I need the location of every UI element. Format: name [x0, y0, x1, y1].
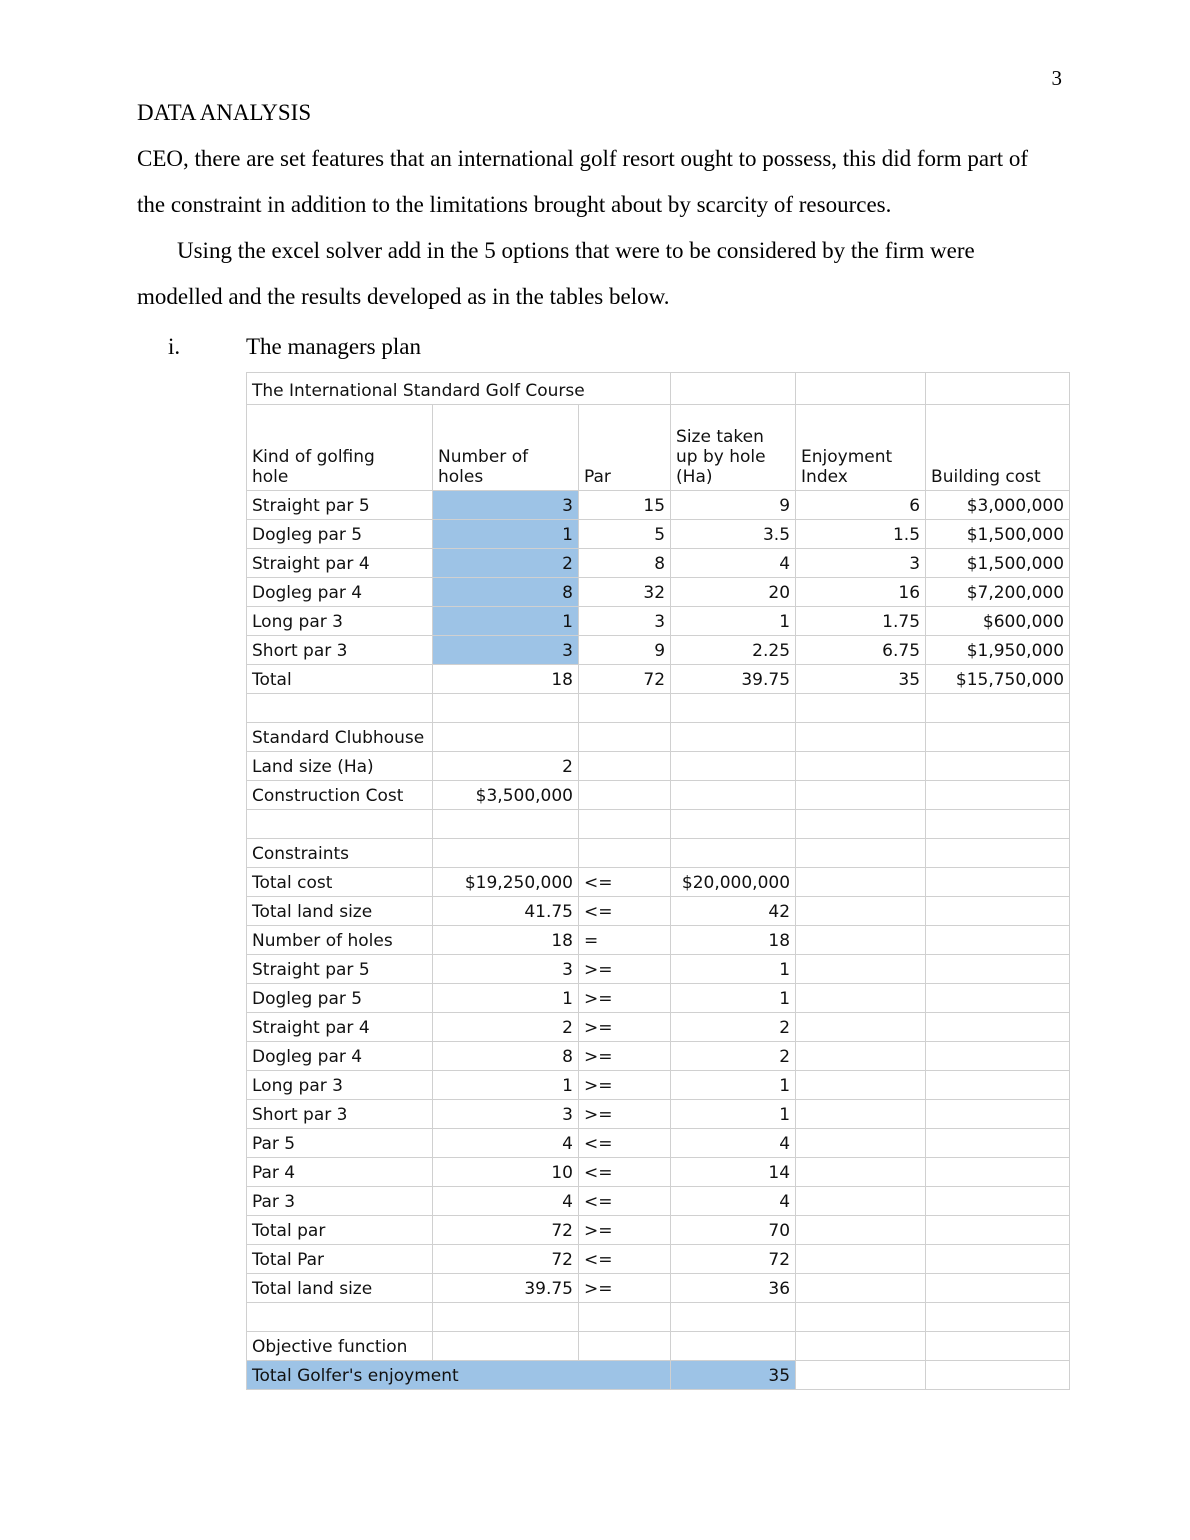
- hole-par-cell: 72: [579, 665, 671, 694]
- hole-count-cell: 8: [433, 578, 579, 607]
- constraint-rhs-cell: $20,000,000: [671, 868, 796, 897]
- objective-title-blank-2: [579, 1332, 671, 1361]
- sheet-title-blank-1: [671, 373, 796, 405]
- header-kind-of-hole: [247, 405, 433, 491]
- hole-kind-cell: Straight par 4: [247, 549, 433, 578]
- constraint-label-cell: Long par 3: [247, 1071, 433, 1100]
- table-row: [247, 955, 1070, 984]
- constraint-rhs-cell: 70: [671, 1216, 796, 1245]
- constraint-operator-cell: <=: [579, 897, 671, 926]
- constraint-blank-1: [796, 897, 926, 926]
- golf-course-sheet: [246, 372, 1070, 1390]
- hole-count-cell: 3: [433, 491, 579, 520]
- spacer-row-3-cell-2: [433, 1303, 579, 1332]
- table-row: [247, 1274, 1070, 1303]
- constraints-title-row: [247, 839, 1070, 868]
- constraint-blank-1: [796, 984, 926, 1013]
- list-item-managers-plan: [168, 332, 1048, 362]
- hole-count-cell: 3: [433, 636, 579, 665]
- header-enjoyment-line2: Index: [801, 467, 848, 487]
- paragraph-2-line-1: Using the excel solver add in the 5 options that were to be considered by the firm were: [177, 238, 975, 263]
- constraint-blank-2: [926, 1071, 1070, 1100]
- constraint-operator-cell: >=: [579, 1100, 671, 1129]
- constraint-blank-2: [926, 1100, 1070, 1129]
- hole-cost-cell: $1,500,000: [926, 520, 1070, 549]
- constraint-blank-1: [796, 1216, 926, 1245]
- constraint-label-cell: Total land size: [247, 1274, 433, 1303]
- constraint-operator-cell: >=: [579, 1071, 671, 1100]
- header-size-line3: (Ha): [676, 467, 713, 487]
- constraint-blank-1: [796, 1042, 926, 1071]
- constraint-blank-2: [926, 1216, 1070, 1245]
- constraint-blank-2: [926, 955, 1070, 984]
- clubhouse-title-blank-5: [926, 723, 1070, 752]
- spacer-row-1-cell-5: [796, 694, 926, 723]
- hole-cost-cell: $1,950,000: [926, 636, 1070, 665]
- constraint-label-cell: Short par 3: [247, 1100, 433, 1129]
- hole-par-cell: 3: [579, 607, 671, 636]
- constraints-title: Constraints: [247, 839, 433, 868]
- clubhouse-blank-3: [796, 752, 926, 781]
- objective-title: Objective function: [247, 1332, 433, 1361]
- clubhouse-title-row: [247, 723, 1070, 752]
- clubhouse-blank-2: [671, 752, 796, 781]
- objective-title-blank-1: [433, 1332, 579, 1361]
- table-row: [247, 1100, 1070, 1129]
- constraint-operator-cell: <=: [579, 1158, 671, 1187]
- constraint-operator-cell: <=: [579, 1245, 671, 1274]
- constraint-label-cell: Number of holes: [247, 926, 433, 955]
- hole-count-cell: 18: [433, 665, 579, 694]
- constraint-blank-1: [796, 1187, 926, 1216]
- clubhouse-title-blank-2: [579, 723, 671, 752]
- constraints-title-blank-1: [433, 839, 579, 868]
- constraint-lhs-cell: $19,250,000: [433, 868, 579, 897]
- spacer-row-2: [247, 810, 1070, 839]
- spacer-row-1-cell-2: [433, 694, 579, 723]
- hole-count-cell: 1: [433, 607, 579, 636]
- hole-enjoyment-cell: 1.5: [796, 520, 926, 549]
- constraint-rhs-cell: 42: [671, 897, 796, 926]
- clubhouse-label-cell: Construction Cost: [247, 781, 433, 810]
- table-row: [247, 491, 1070, 520]
- clubhouse-blank-1: [579, 752, 671, 781]
- constraint-operator-cell: <=: [579, 868, 671, 897]
- hole-par-cell: 15: [579, 491, 671, 520]
- constraint-operator-cell: >=: [579, 1274, 671, 1303]
- hole-cost-cell: $15,750,000: [926, 665, 1070, 694]
- spacer-row-2-cell-4: [671, 810, 796, 839]
- constraint-rhs-cell: 2: [671, 1013, 796, 1042]
- sheet-title: The International Standard Golf Course: [247, 373, 671, 405]
- header-par: Par: [579, 405, 671, 491]
- hole-size-cell: 3.5: [671, 520, 796, 549]
- spacer-row-3-cell-3: [579, 1303, 671, 1332]
- constraint-rhs-cell: 1: [671, 1100, 796, 1129]
- table-row: [247, 1071, 1070, 1100]
- objective-title-blank-4: [796, 1332, 926, 1361]
- spacer-row-2-cell-2: [433, 810, 579, 839]
- header-building-cost: Building cost: [926, 405, 1070, 491]
- constraint-blank-1: [796, 1274, 926, 1303]
- spacer-row-2-cell-6: [926, 810, 1070, 839]
- constraint-lhs-cell: 10: [433, 1158, 579, 1187]
- clubhouse-blank-1: [579, 781, 671, 810]
- constraint-blank-1: [796, 1245, 926, 1274]
- constraint-lhs-cell: 1: [433, 1071, 579, 1100]
- constraint-operator-cell: >=: [579, 1013, 671, 1042]
- constraint-rhs-cell: 1: [671, 955, 796, 984]
- table-row: [247, 984, 1070, 1013]
- spacer-row-2-cell-3: [579, 810, 671, 839]
- constraint-blank-2: [926, 1187, 1070, 1216]
- spacer-row-2-cell-1: [247, 810, 433, 839]
- spacer-row-3-cell-4: [671, 1303, 796, 1332]
- document-body: [137, 90, 1049, 320]
- constraint-lhs-cell: 72: [433, 1245, 579, 1274]
- header-enjoyment-index: [796, 405, 926, 491]
- hole-cost-cell: $3,000,000: [926, 491, 1070, 520]
- constraint-rhs-cell: 14: [671, 1158, 796, 1187]
- table-row: [247, 1129, 1070, 1158]
- constraint-blank-1: [796, 1158, 926, 1187]
- constraint-label-cell: Straight par 4: [247, 1013, 433, 1042]
- header-size-line1: Size taken: [676, 427, 764, 447]
- constraint-lhs-cell: 8: [433, 1042, 579, 1071]
- constraint-lhs-cell: 3: [433, 1100, 579, 1129]
- constraints-title-blank-5: [926, 839, 1070, 868]
- spacer-row-1-cell-1: [247, 694, 433, 723]
- constraint-blank-2: [926, 1013, 1070, 1042]
- constraint-blank-2: [926, 1274, 1070, 1303]
- constraint-label-cell: Dogleg par 4: [247, 1042, 433, 1071]
- table-row: [247, 1216, 1070, 1245]
- table-row: [247, 665, 1070, 694]
- header-enjoyment-line1: Enjoyment: [801, 447, 893, 467]
- objective-value: 35: [671, 1361, 796, 1390]
- constraint-blank-1: [796, 1100, 926, 1129]
- hole-size-cell: 9: [671, 491, 796, 520]
- constraint-label-cell: Straight par 5: [247, 955, 433, 984]
- objective-title-row: [247, 1332, 1070, 1361]
- hole-cost-cell: $1,500,000: [926, 549, 1070, 578]
- constraint-blank-2: [926, 868, 1070, 897]
- constraint-lhs-cell: 39.75: [433, 1274, 579, 1303]
- spacer-row-3-cell-1: [247, 1303, 433, 1332]
- constraints-title-blank-3: [671, 839, 796, 868]
- header-kind-line2: hole: [252, 467, 289, 487]
- spreadsheet-table: [246, 372, 1069, 1390]
- hole-count-cell: 1: [433, 520, 579, 549]
- constraints-title-blank-4: [796, 839, 926, 868]
- hole-enjoyment-cell: 3: [796, 549, 926, 578]
- constraint-blank-2: [926, 1245, 1070, 1274]
- constraint-blank-1: [796, 955, 926, 984]
- clubhouse-blank-4: [926, 752, 1070, 781]
- hole-size-cell: 4: [671, 549, 796, 578]
- constraint-lhs-cell: 41.75: [433, 897, 579, 926]
- constraint-label-cell: Dogleg par 5: [247, 984, 433, 1013]
- objective-label: Total Golfer's enjoyment: [247, 1361, 671, 1390]
- constraint-lhs-cell: 2: [433, 1013, 579, 1042]
- hole-enjoyment-cell: 1.75: [796, 607, 926, 636]
- table-row: [247, 1158, 1070, 1187]
- constraint-lhs-cell: 1: [433, 984, 579, 1013]
- constraint-label-cell: Par 3: [247, 1187, 433, 1216]
- objective-title-blank-5: [926, 1332, 1070, 1361]
- constraint-operator-cell: =: [579, 926, 671, 955]
- table-row: [247, 1245, 1070, 1274]
- constraint-label-cell: Total Par: [247, 1245, 433, 1274]
- hole-size-cell: 1: [671, 607, 796, 636]
- objective-value-row: [247, 1361, 1070, 1390]
- clubhouse-blank-3: [796, 781, 926, 810]
- constraint-blank-2: [926, 926, 1070, 955]
- hole-kind-cell: Dogleg par 5: [247, 520, 433, 549]
- hole-size-cell: 39.75: [671, 665, 796, 694]
- spacer-row-1: [247, 694, 1070, 723]
- table-row: [247, 1042, 1070, 1071]
- list-item-label: The managers plan: [246, 334, 421, 359]
- constraint-blank-2: [926, 1042, 1070, 1071]
- constraint-operator-cell: <=: [579, 1187, 671, 1216]
- constraints-title-blank-2: [579, 839, 671, 868]
- constraint-blank-2: [926, 1129, 1070, 1158]
- spacer-row-2-cell-5: [796, 810, 926, 839]
- spacer-row-3: [247, 1303, 1070, 1332]
- table-row: [247, 868, 1070, 897]
- table-row: [247, 926, 1070, 955]
- clubhouse-blank-2: [671, 781, 796, 810]
- table-row: [247, 636, 1070, 665]
- sheet-title-blank-3: [926, 373, 1070, 405]
- constraint-rhs-cell: 72: [671, 1245, 796, 1274]
- constraint-lhs-cell: 4: [433, 1129, 579, 1158]
- constraint-blank-1: [796, 1013, 926, 1042]
- list-numeral: i.: [168, 334, 181, 359]
- table-row: [247, 607, 1070, 636]
- constraint-blank-2: [926, 897, 1070, 926]
- hole-cost-cell: $600,000: [926, 607, 1070, 636]
- hole-kind-cell: Short par 3: [247, 636, 433, 665]
- header-number-line2: holes: [438, 467, 484, 487]
- header-number-line1: Number of: [438, 447, 529, 467]
- page-number: 3: [1051, 66, 1062, 90]
- hole-par-cell: 32: [579, 578, 671, 607]
- constraint-label-cell: Total par: [247, 1216, 433, 1245]
- constraint-blank-2: [926, 1158, 1070, 1187]
- hole-size-cell: 20: [671, 578, 796, 607]
- constraint-label-cell: Total cost: [247, 868, 433, 897]
- constraint-rhs-cell: 4: [671, 1187, 796, 1216]
- constraint-operator-cell: >=: [579, 984, 671, 1013]
- hole-par-cell: 9: [579, 636, 671, 665]
- table-row: [247, 897, 1070, 926]
- constraint-blank-1: [796, 1071, 926, 1100]
- hole-enjoyment-cell: 6.75: [796, 636, 926, 665]
- table-row: [247, 520, 1070, 549]
- clubhouse-label-cell: Land size (Ha): [247, 752, 433, 781]
- constraint-lhs-cell: 18: [433, 926, 579, 955]
- clubhouse-title-blank-1: [433, 723, 579, 752]
- constraint-rhs-cell: 2: [671, 1042, 796, 1071]
- constraint-blank-1: [796, 926, 926, 955]
- hole-par-cell: 5: [579, 520, 671, 549]
- clubhouse-value-cell: $3,500,000: [433, 781, 579, 810]
- hole-par-cell: 8: [579, 549, 671, 578]
- hole-kind-cell: Long par 3: [247, 607, 433, 636]
- hole-size-cell: 2.25: [671, 636, 796, 665]
- hole-kind-cell: Dogleg par 4: [247, 578, 433, 607]
- constraint-rhs-cell: 1: [671, 984, 796, 1013]
- clubhouse-title-blank-3: [671, 723, 796, 752]
- header-kind-line1: Kind of golfing: [252, 447, 375, 467]
- sheet-title-blank-2: [796, 373, 926, 405]
- table-row: [247, 578, 1070, 607]
- constraint-lhs-cell: 3: [433, 955, 579, 984]
- spacer-row-3-cell-6: [926, 1303, 1070, 1332]
- spacer-row-3-cell-5: [796, 1303, 926, 1332]
- hole-cost-cell: $7,200,000: [926, 578, 1070, 607]
- hole-enjoyment-cell: 16: [796, 578, 926, 607]
- constraint-label-cell: Par 5: [247, 1129, 433, 1158]
- constraint-rhs-cell: 36: [671, 1274, 796, 1303]
- constraint-blank-2: [926, 984, 1070, 1013]
- constraint-lhs-cell: 4: [433, 1187, 579, 1216]
- constraint-operator-cell: >=: [579, 955, 671, 984]
- constraint-label-cell: Total land size: [247, 897, 433, 926]
- constraint-rhs-cell: 4: [671, 1129, 796, 1158]
- table-row: [247, 1187, 1070, 1216]
- table-row: [247, 752, 1070, 781]
- header-size-taken: [671, 405, 796, 491]
- paragraph-2-line-2: modelled and the results developed as in the tables below.: [137, 284, 670, 309]
- hole-kind-cell: Straight par 5: [247, 491, 433, 520]
- spacer-row-1-cell-3: [579, 694, 671, 723]
- hole-count-cell: 2: [433, 549, 579, 578]
- hole-enjoyment-cell: 6: [796, 491, 926, 520]
- constraint-label-cell: Par 4: [247, 1158, 433, 1187]
- constraint-blank-1: [796, 1129, 926, 1158]
- objective-title-blank-3: [671, 1332, 796, 1361]
- section-heading: DATA ANALYSIS: [137, 100, 312, 125]
- sheet-title-row: [247, 373, 1070, 405]
- column-header-row: [247, 405, 1070, 491]
- constraint-lhs-cell: 72: [433, 1216, 579, 1245]
- spacer-row-1-cell-6: [926, 694, 1070, 723]
- hole-kind-cell: Total: [247, 665, 433, 694]
- constraint-rhs-cell: 18: [671, 926, 796, 955]
- table-row: [247, 1013, 1070, 1042]
- header-size-line2: up by hole: [676, 447, 766, 467]
- header-number-of-holes: [433, 405, 579, 491]
- constraint-blank-1: [796, 868, 926, 897]
- table-row: [247, 549, 1070, 578]
- clubhouse-value-cell: 2: [433, 752, 579, 781]
- paragraph-1-line-1: CEO, there are set features that an international golf resort ought to possess, this did form part of: [137, 146, 1029, 171]
- constraint-operator-cell: <=: [579, 1129, 671, 1158]
- objective-blank-1: [796, 1361, 926, 1390]
- spacer-row-1-cell-4: [671, 694, 796, 723]
- clubhouse-title: Standard Clubhouse: [247, 723, 433, 752]
- objective-blank-2: [926, 1361, 1070, 1390]
- paragraph-1-line-2: the constraint in addition to the limitations brought about by scarcity of resources.: [137, 192, 892, 217]
- constraint-operator-cell: >=: [579, 1216, 671, 1245]
- constraint-operator-cell: >=: [579, 1042, 671, 1071]
- clubhouse-title-blank-4: [796, 723, 926, 752]
- hole-enjoyment-cell: 35: [796, 665, 926, 694]
- table-row: [247, 781, 1070, 810]
- clubhouse-blank-4: [926, 781, 1070, 810]
- constraint-rhs-cell: 1: [671, 1071, 796, 1100]
